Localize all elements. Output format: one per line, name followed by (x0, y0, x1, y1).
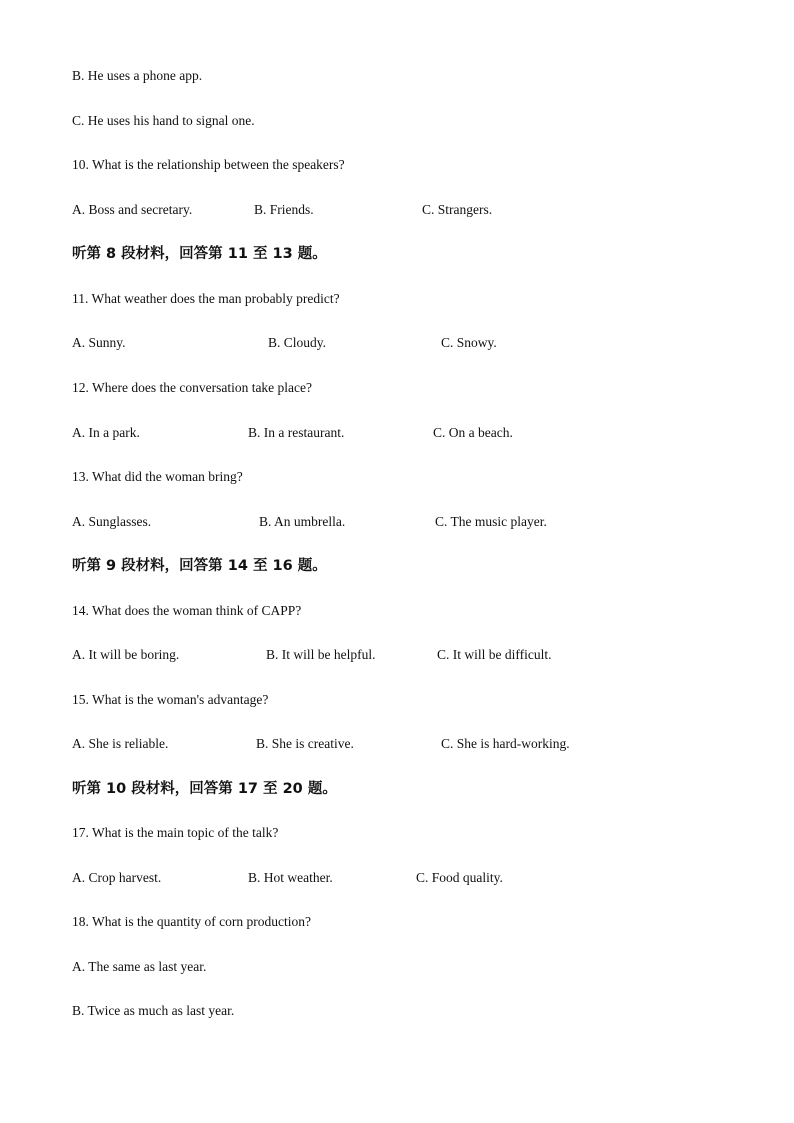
q17-option-c: C. Food quality. (416, 870, 503, 885)
q15-option-b: B. She is creative. (256, 736, 354, 751)
q14-option-b: B. It will be helpful. (266, 647, 376, 662)
q12-option-a: A. In a park. (72, 425, 140, 440)
q12-option-b: B. In a restaurant. (248, 425, 345, 440)
q9-option-c: C. He uses his hand to signal one. (72, 113, 255, 128)
question-11: 11. What weather does the man probably predict? (72, 291, 340, 306)
question-15: 15. What is the woman's advantage? (72, 692, 269, 707)
q10-option-a: A. Boss and secretary. (72, 202, 193, 217)
question-13: 13. What did the woman bring? (72, 469, 243, 484)
section-heading-10: 听第 10 段材料，回答第 17 至 20 题。 (72, 781, 337, 797)
q11-option-c: C. Snowy. (441, 335, 497, 350)
q13-option-b: B. An umbrella. (259, 514, 346, 529)
q10-option-c: C. Strangers. (422, 202, 493, 217)
q14-option-a: A. It will be boring. (72, 647, 180, 662)
section-heading-9: 听第 9 段材料，回答第 14 至 16 题。 (72, 558, 327, 574)
q18-option-b: B. Twice as much as last year. (72, 1003, 235, 1018)
q10-option-b: B. Friends. (254, 202, 314, 217)
q9-option-b: B. He uses a phone app. (72, 68, 203, 83)
section-heading-8: 听第 8 段材料，回答第 11 至 13 题。 (72, 246, 327, 262)
q11-option-b: B. Cloudy. (268, 335, 327, 350)
q17-option-b: B. Hot weather. (248, 870, 333, 885)
q12-option-c: C. On a beach. (433, 425, 513, 440)
q14-option-c: C. It will be difficult. (437, 647, 552, 662)
question-12: 12. Where does the conversation take place? (72, 380, 313, 395)
q15-option-c: C. She is hard-working. (441, 736, 570, 751)
question-17: 17. What is the main topic of the talk? (72, 825, 279, 840)
q11-option-a: A. Sunny. (72, 335, 126, 350)
question-18: 18. What is the quantity of corn production? (72, 914, 311, 929)
q17-option-a: A. Crop harvest. (72, 870, 162, 885)
q15-option-a: A. She is reliable. (72, 736, 169, 751)
question-14: 14. What does the woman think of CAPP? (72, 603, 302, 618)
q13-option-c: C. The music player. (435, 514, 547, 529)
q13-option-a: A. Sunglasses. (72, 514, 152, 529)
question-10: 10. What is the relationship between the speakers? (72, 157, 345, 172)
q18-option-a: A. The same as last year. (72, 959, 207, 974)
